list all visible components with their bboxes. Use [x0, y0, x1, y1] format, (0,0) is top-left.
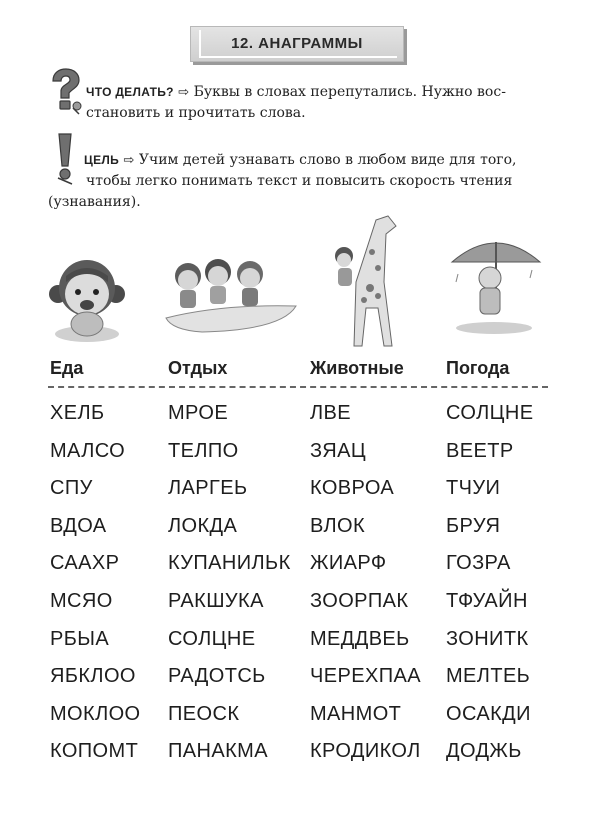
anagram-word: БРУЯ — [446, 515, 501, 537]
column-header-animals: Животные — [310, 358, 404, 378]
anagram-word: МРОЕ — [168, 402, 229, 424]
anagram-word: ЗОНИТК — [446, 628, 529, 650]
what-to-do-line-1: Буквы в словах перепутались. Нужно вос- — [193, 84, 506, 100]
anagram-word: ЛВЕ — [310, 402, 352, 424]
anagram-word: РАДОТСЬ — [168, 665, 266, 687]
anagram-word: СПУ — [50, 477, 93, 499]
column-header-food: Еда — [50, 358, 84, 378]
arrow-icon: ⇨ — [123, 153, 135, 168]
anagram-word: КОВРОА — [310, 477, 395, 499]
anagram-word: КРОДИКОЛ — [310, 740, 421, 762]
anagram-word: ЛАРГЕЬ — [168, 477, 248, 499]
anagram-word: РБЫА — [50, 628, 110, 650]
anagram-word: ЯБКЛОО — [50, 665, 136, 687]
what-to-do-label: ЧТО ДЕЛАТЬ? — [86, 85, 174, 99]
column-header-rest: Отдых — [168, 358, 228, 378]
anagram-word: СААХР — [50, 552, 120, 574]
anagram-word: МАЛСО — [50, 440, 126, 462]
goal-line-3: (узнавания). — [48, 194, 141, 210]
anagram-word: КУПАНИЛЬК — [168, 552, 291, 574]
goal-label: ЦЕЛЬ — [84, 153, 120, 167]
goal-line-2: чтобы легко понимать текст и повысить скорость чтения — [86, 173, 513, 189]
anagram-word: ВЕЕТР — [446, 440, 514, 462]
goal-line-1: Учим детей узнавать слово в любом виде для того, — [138, 152, 517, 168]
anagram-word: ТЧУИ — [446, 477, 501, 499]
anagram-word: ЗООРПАК — [310, 590, 409, 612]
question-mark-icon — [46, 68, 84, 116]
girl-eating-illustration — [44, 248, 130, 344]
arrow-icon: ⇨ — [178, 85, 190, 100]
anagram-word: КОПОМТ — [50, 740, 139, 762]
title-banner — [190, 26, 404, 62]
anagram-word: МЕДДВЕЬ — [310, 628, 410, 650]
anagram-word: ТЕЛПО — [168, 440, 239, 462]
anagram-word: СОЛЦНЕ — [168, 628, 256, 650]
anagram-word: ХЕЛБ — [50, 402, 105, 424]
anagram-word: МОКЛОО — [50, 703, 141, 725]
anagram-word: ТФУАЙН — [446, 590, 528, 612]
anagram-word: ВЛОК — [310, 515, 366, 537]
anagram-word: ЖИАРФ — [310, 552, 387, 574]
giraffe-illustration — [326, 212, 412, 348]
anagram-word: ЗЯАЦ — [310, 440, 367, 462]
anagram-word: ГОЗРА — [446, 552, 511, 574]
anagram-word: ОСАКДИ — [446, 703, 531, 725]
anagram-word: МСЯО — [50, 590, 113, 612]
dashed-divider — [48, 386, 548, 388]
column-header-weather: Погода — [446, 358, 510, 378]
anagram-word: РАКШУКА — [168, 590, 264, 612]
page-title: 12. АНАГРАММЫ — [231, 35, 363, 52]
goal-paragraph — [48, 150, 558, 213]
anagram-word: СОЛЦНЕ — [446, 402, 534, 424]
anagram-word: ДОДЖЬ — [446, 740, 522, 762]
anagram-word: ПАНАКМА — [168, 740, 268, 762]
anagram-word: ПЕОСК — [168, 703, 240, 725]
what-to-do-line-2: становить и прочитать слова. — [86, 105, 306, 121]
anagram-word: МЕЛТЕЬ — [446, 665, 531, 687]
anagram-word: ЧЕРЕХПАА — [310, 665, 421, 687]
kids-on-banana-illustration — [162, 254, 300, 336]
umbrella-child-illustration — [446, 228, 546, 336]
anagram-word: ЛОКДА — [168, 515, 238, 537]
what-to-do-paragraph — [86, 82, 556, 124]
anagram-word: ВДОА — [50, 515, 107, 537]
anagram-word: МАНМОТ — [310, 703, 402, 725]
